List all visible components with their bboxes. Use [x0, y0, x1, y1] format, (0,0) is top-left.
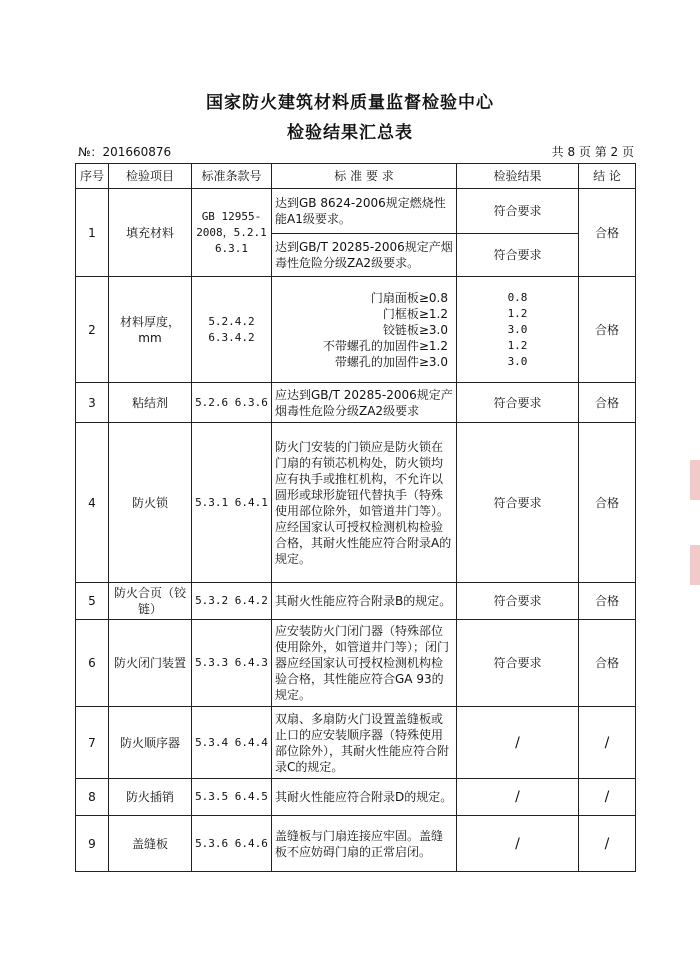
row-requirement: 应安装防火门闭门器（特殊部位使用除外，如管道井门等）；闭门器应经国家认可授权检测机构检验合格，其性能应符合GA 93的规定。 [272, 620, 457, 707]
row-conclusion: 合格 [579, 383, 636, 423]
row-clause: 5.3.2 6.4.2 [192, 583, 272, 620]
row-conclusion: 合格 [579, 620, 636, 707]
row-no: 5 [76, 583, 109, 620]
row-conclusion: / [579, 707, 636, 779]
col-header-requirement: 标 准 要 求 [272, 164, 457, 189]
page-info: 共 8 页 第 2 页 [551, 145, 634, 159]
thickness-requirement: 铰链板≥3.0 [382, 322, 448, 337]
row-conclusion: 合格 [579, 189, 636, 277]
table-title: 检验结果汇总表 [287, 123, 413, 143]
row-item: 防火插销 [109, 779, 192, 816]
row-item: 材料厚度，mm [109, 277, 192, 383]
table-row [76, 816, 636, 872]
lock-certification-requirement: 应经国家认可授权检测机构检验合格，其耐火性能应符合附录A的规定。 [275, 519, 452, 566]
row-item: 粘结剂 [109, 383, 192, 423]
row-no: 9 [76, 816, 109, 872]
row-requirement: 双扇、多扇防火门设置盖缝板或止口的应安装顺序器（特殊使用部位除外），其耐火性能应符合附录C的规定。 [272, 707, 457, 779]
row-result: 符合要求 [457, 423, 579, 583]
row-result: / [457, 707, 579, 779]
row-conclusion: 合格 [579, 277, 636, 383]
row-clause: 5.3.3 6.4.3 [192, 620, 272, 707]
col-header-no: 序号 [76, 164, 109, 189]
row-item: 防火合页（铰链） [109, 583, 192, 620]
table-row [76, 620, 636, 707]
lock-requirement: 防火门安装的门锁应是防火锁在门扇的有锁芯机构处，防火锁均应有执手或推杠机构，不允许以圆形或球形旋钮代替执手（特殊使用部位除外，如管道井门等）。 [275, 439, 450, 518]
row-clause: 5.3.6 6.4.6 [192, 816, 272, 872]
seal-edge-mark [690, 460, 700, 500]
col-header-result: 检验结果 [457, 164, 579, 189]
thickness-requirement: 不带螺孔的加固件≥1.2 [322, 338, 448, 353]
row-no: 6 [76, 620, 109, 707]
row-item: 填充材料 [109, 189, 192, 277]
row-clause: 5.3.1 6.4.1 [192, 423, 272, 583]
table-row [76, 383, 636, 423]
row-clause: GB 12955-2008，5.2.1 6.3.1 [192, 189, 272, 277]
thickness-result: 1.2 [507, 338, 528, 352]
table-row [76, 779, 636, 816]
center-title: 国家防火建筑材料质量监督检验中心 [206, 93, 494, 113]
row-no: 7 [76, 707, 109, 779]
row-requirement: 达到GB/T 20285-2006规定产烟毒性危险分级ZA2级要求。 [272, 234, 457, 277]
thickness-requirement: 门扇面板≥0.8 [370, 290, 448, 305]
row-requirement: 盖缝板与门扇连接应牢固。盖缝板不应妨碍门扇的正常启闭。 [272, 816, 457, 872]
row-no: 2 [76, 277, 109, 383]
row-no: 1 [76, 189, 109, 277]
row-item: 防火锁 [109, 423, 192, 583]
table-row [76, 277, 636, 383]
row-result: / [457, 779, 579, 816]
thickness-result: 3.0 [507, 322, 528, 336]
row-requirement: 达到GB 8624-2006规定燃烧性能A1级要求。 [272, 189, 457, 234]
col-header-clause: 标准条款号 [192, 164, 272, 189]
row-requirement: 应达到GB/T 20285-2006规定产烟毒性危险分级ZA2级要求 [272, 383, 457, 423]
thickness-requirement: 带螺孔的加固件≥3.0 [334, 354, 448, 369]
col-header-item: 检验项目 [109, 164, 192, 189]
row-item: 盖缝板 [109, 816, 192, 872]
row-result: 符合要求 [457, 189, 579, 234]
col-header-conclusion: 结 论 [579, 164, 636, 189]
table-header-row [76, 164, 636, 189]
thickness-result: 1.2 [507, 306, 528, 320]
table-row [76, 583, 636, 620]
row-clause: 5.2.6 6.3.6 [192, 383, 272, 423]
row-no: 8 [76, 779, 109, 816]
thickness-result: 0.8 [507, 290, 528, 304]
row-item: 防火顺序器 [109, 707, 192, 779]
results-table [75, 163, 636, 872]
report-number: №：201660876 [78, 145, 172, 159]
row-clause: 5.2.4.2 6.3.4.2 [192, 277, 272, 383]
row-result: 符合要求 [457, 234, 579, 277]
row-conclusion: 合格 [579, 423, 636, 583]
seal-edge-mark [690, 545, 700, 585]
table-row [76, 423, 636, 583]
table-row [76, 189, 636, 234]
table-row [76, 707, 636, 779]
row-result: / [457, 816, 579, 872]
row-result: 符合要求 [457, 583, 579, 620]
row-no: 3 [76, 383, 109, 423]
row-conclusion: / [579, 779, 636, 816]
row-result: 符合要求 [457, 620, 579, 707]
row-requirement: 其耐火性能应符合附录B的规定。 [272, 583, 457, 620]
row-clause: 5.3.4 6.4.4 [192, 707, 272, 779]
thickness-requirement: 门框板≥1.2 [382, 306, 448, 321]
row-item: 防火闭门装置 [109, 620, 192, 707]
row-requirement: 其耐火性能应符合附录D的规定。 [272, 779, 457, 816]
row-conclusion: / [579, 816, 636, 872]
thickness-result: 3.0 [507, 354, 528, 368]
row-conclusion: 合格 [579, 583, 636, 620]
row-result: 符合要求 [457, 383, 579, 423]
row-clause: 5.3.5 6.4.5 [192, 779, 272, 816]
row-no: 4 [76, 423, 109, 583]
